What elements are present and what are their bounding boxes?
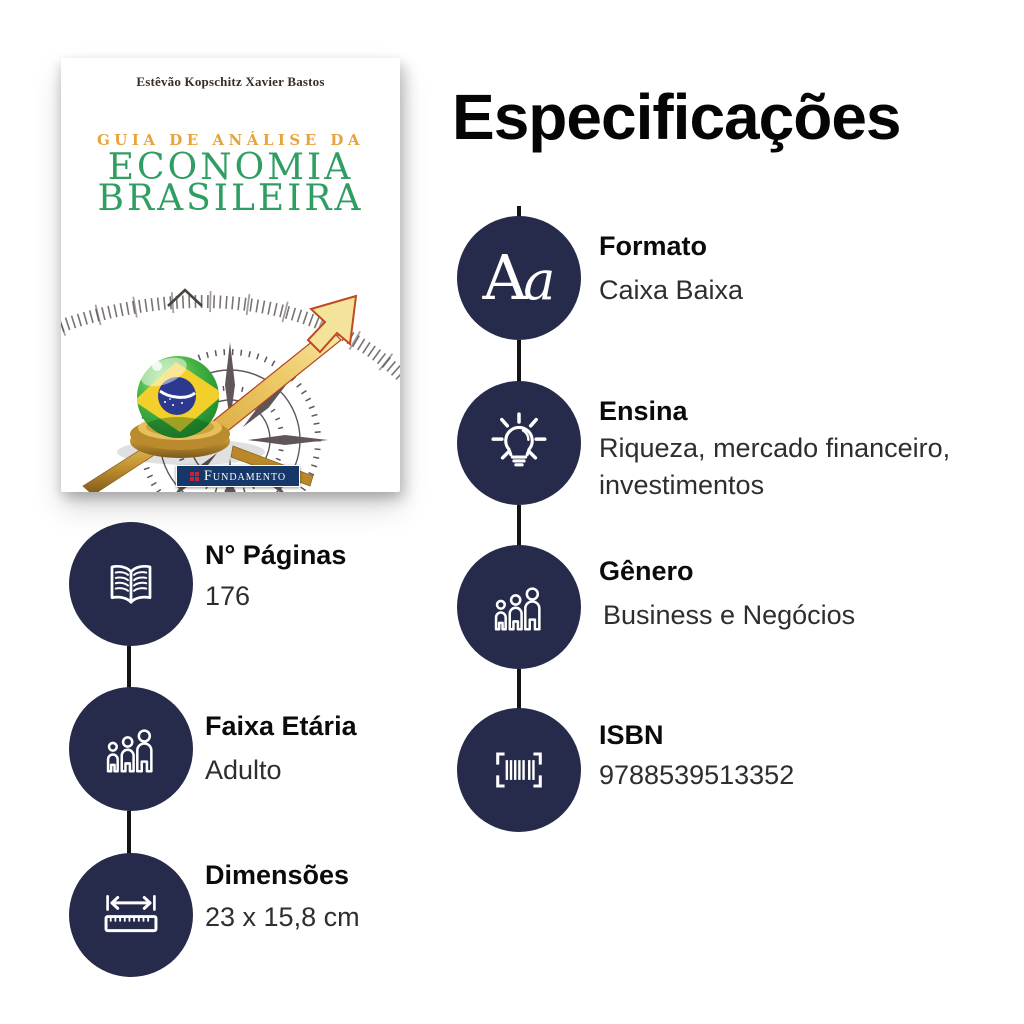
connector-line	[127, 646, 131, 688]
book-title-line2: BRASILEIRA	[97, 178, 364, 219]
formato-value: Caixa Baixa	[599, 275, 744, 305]
open-book-icon	[93, 546, 169, 622]
genero-label: Gênero	[599, 556, 694, 586]
typography-icon	[482, 241, 556, 314]
formato-icon-circle	[457, 216, 581, 340]
genero-value: Business e Negócios	[603, 600, 856, 630]
ruler-icon	[92, 876, 170, 954]
book-title-kicker: GUIA DE ANÁLISE DA	[96, 131, 365, 149]
formato-label: Formato	[599, 231, 707, 261]
typography-lower-glyph: a	[523, 249, 556, 312]
compass-illustration	[61, 280, 400, 492]
connector-line	[517, 505, 521, 546]
isbn-value: 9788539513352	[599, 760, 795, 790]
publisher-logo	[176, 465, 300, 487]
connector-line	[517, 669, 521, 709]
lightbulb-icon	[480, 404, 558, 482]
family-icon	[482, 570, 556, 644]
barcode-icon	[481, 732, 557, 808]
publisher-mark-icon	[190, 472, 199, 481]
isbn-icon-circle	[457, 708, 581, 832]
page-title: Especificações	[452, 81, 901, 153]
isbn-label: ISBN	[599, 720, 664, 750]
genero-icon-circle	[457, 545, 581, 669]
ensina-label: Ensina	[599, 396, 688, 426]
ensina-value: Riqueza, mercado financeiro, investimentos	[599, 433, 951, 500]
faixa-value: Adulto	[205, 755, 282, 785]
book-title-line1: ECONOMIA	[107, 147, 354, 188]
dimensoes-value: 23 x 15,8 cm	[205, 902, 360, 932]
paginas-value: 176	[205, 581, 251, 611]
faixa-icon-circle	[69, 687, 193, 811]
dimensoes-label: Dimensões	[205, 860, 350, 890]
dimensoes-icon-circle	[69, 853, 193, 977]
connector-line	[127, 811, 131, 854]
paginas-label: N° Páginas	[205, 540, 347, 570]
faixa-label: Faixa Etária	[205, 711, 357, 741]
connector-line	[517, 340, 521, 382]
book-cover	[61, 58, 400, 492]
typography-upper-glyph: A	[482, 241, 528, 314]
ensina-icon-circle	[457, 381, 581, 505]
publisher-name: Fundamento	[203, 467, 287, 484]
book-author: Estêvão Kopschitz Xavier Bastos	[136, 74, 325, 89]
paginas-icon-circle	[69, 522, 193, 646]
family-icon	[94, 712, 168, 786]
